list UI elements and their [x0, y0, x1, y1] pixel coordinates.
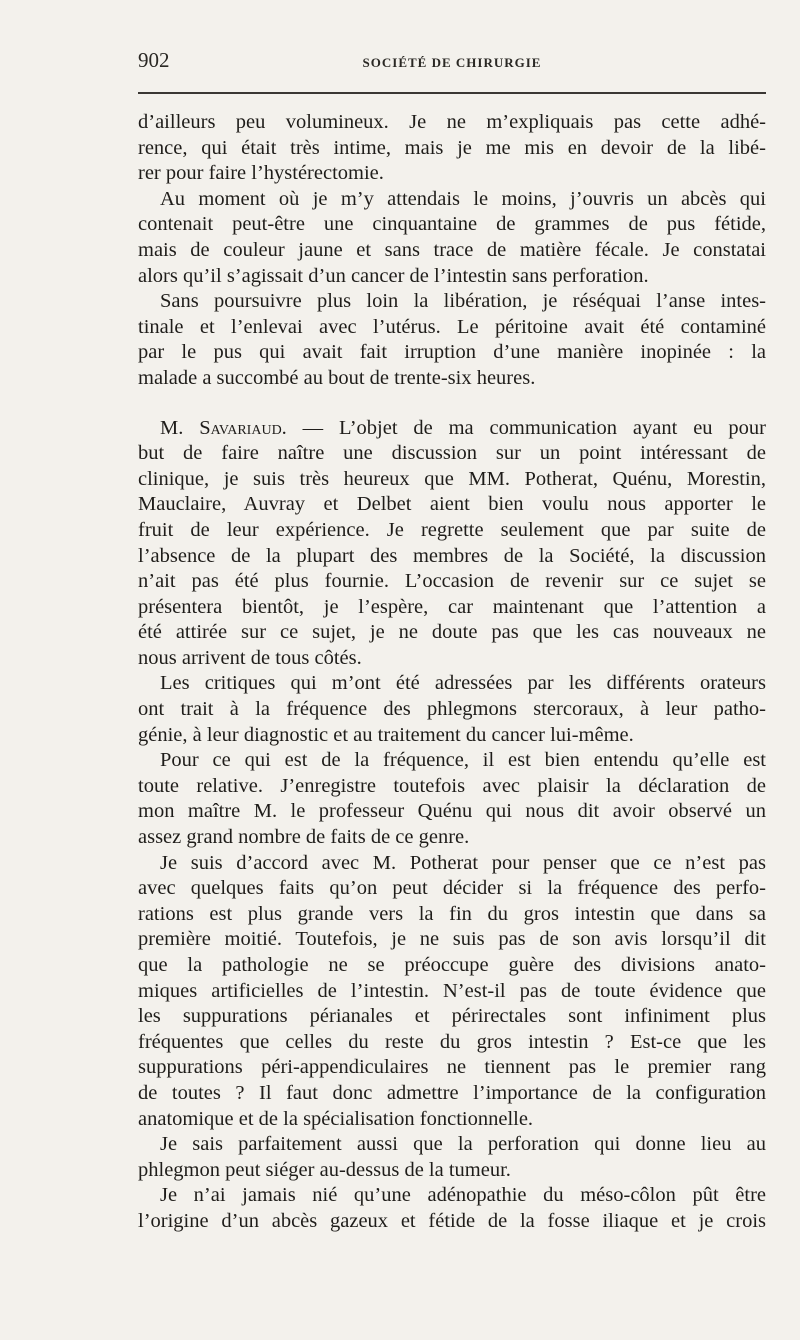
text-line: n’ait pas été plus fournie. L’occasion de revenir sur ce sujet se: [138, 570, 766, 593]
text-line: Sans poursuivre plus loin la libération, je réséquai l’anse intes-: [160, 290, 766, 313]
text-line: nous arrivent de tous côtés.: [138, 646, 362, 669]
text-line: les suppurations périanales et périrectales sont infiniment plus: [138, 1005, 766, 1028]
text-line: mais de couleur jaune et sans trace de matière fécale. Je constatai: [138, 238, 766, 261]
paragraph: [138, 1183, 766, 1234]
text-line: Je n’ai jamais nié qu’une adénopathie du méso-côlon pût être: [160, 1184, 766, 1207]
text-line: phlegmon peut siéger au-dessus de la tumeur.: [138, 1158, 511, 1181]
text-line: génie, à leur diagnostic et au traitement du cancer lui-même.: [138, 723, 634, 746]
text-line: ont trait à la fréquence des phlegmons stercoraux, à leur patho-: [138, 698, 766, 721]
text-line: l’origine d’un abcès gazeux et fétide de la fosse iliaque et je crois: [138, 1209, 766, 1232]
text-line: [138, 416, 766, 442]
text-line: l’absence de la plupart des membres de la Société, la discussion: [138, 544, 766, 567]
text-line: de toutes ? Il faut donc admettre l’importance de la configuration: [138, 1081, 766, 1104]
paragraph: [138, 748, 766, 850]
text-line: anatomique et de la spécialisation fonctionnelle.: [138, 1107, 534, 1130]
text-line: rence, qui était très intime, mais je me mis en devoir de la libé-: [138, 136, 766, 159]
text-line: présentera bientôt, je l’espère, car maintenant que l’attention a: [138, 595, 766, 618]
text-line: malade a succombé au bout de trente-six heures.: [138, 366, 536, 389]
text-line: miques artificielles de l’intestin. N’est-il pas de toute évidence que: [138, 979, 766, 1002]
text-line: rer pour faire l’hystérectomie.: [138, 162, 384, 185]
text-line: Mauclaire, Auvray et Delbet aient bien voulu nous apporter le: [138, 493, 766, 516]
page-number: 902: [138, 48, 170, 72]
text-line: que la pathologie ne se préoccupe guère des divisions anato-: [138, 954, 766, 976]
paragraph: [138, 187, 766, 289]
text-line: assez grand nombre de faits de ce genre.: [138, 826, 470, 849]
text-line: alors qu’il s’agissait d’un cancer de l’intestin sans perforation.: [138, 264, 649, 287]
paragraph: [138, 1132, 766, 1183]
text-line: Les critiques qui m’ont été adressées par les différents orateurs: [160, 672, 766, 695]
text-line: d’ailleurs peu volumineux. Je ne m’expliquais pas cette adhé-: [138, 111, 766, 133]
speaker-line-text: — L’objet de ma communication ayant eu pour: [286, 416, 766, 439]
text-line: clinique, je suis très heureux que MM. Potherat, Quénu, Morestin,: [138, 467, 766, 490]
text-line: Pour ce qui est de la fréquence, il est bien entendu qu’elle est: [160, 749, 766, 772]
paragraph: [138, 416, 766, 672]
text-line: suppurations péri-appendiculaires ne tiennent pas le premier rang: [138, 1056, 766, 1079]
body-text: [138, 110, 766, 1235]
text-line: avec quelques faits qu’on peut décider si la fréquence des perfo-: [138, 877, 766, 900]
text-line: fréquentes que celles du reste du gros intestin ? Est-ce que les: [138, 1030, 766, 1053]
text-line: tinale et l’enlevai avec l’utérus. Le péritoine avait été contaminé: [138, 315, 766, 338]
text-line: Je suis d’accord avec M. Potherat pour penser que ce n’est pas: [160, 851, 766, 874]
paragraph: [138, 289, 766, 391]
speaker-name: M. Savariaud.: [160, 416, 287, 439]
text-line: Au moment où je m’y attendais le moins, j’ouvris un abcès qui: [160, 187, 766, 210]
text-line: été attirée sur ce sujet, je ne doute pas que les cas nouveaux ne: [138, 621, 766, 644]
text-line: but de faire naître une discussion sur un point intéressant de: [138, 442, 766, 465]
text-line: Je sais parfaitement aussi que la perforation qui donne lieu au: [160, 1133, 766, 1156]
paragraph: [138, 671, 766, 748]
header-rule: [138, 92, 766, 94]
text-line: première moitié. Toutefois, je ne suis pas de son avis lorsqu’il dit: [138, 928, 766, 951]
paragraph: [138, 110, 766, 187]
paragraph: [138, 851, 766, 1133]
text-line: contenait peut-être une cinquantaine de grammes de pus fétide,: [138, 213, 766, 236]
section-gap: [138, 392, 766, 416]
running-title: SOCIÉTÉ DE CHIRURGIE: [362, 55, 542, 70]
text-line: rations est plus grande vers la fin du gros intestin que dans sa: [138, 902, 766, 925]
text-line: toute relative. J’enregistre toutefois avec plaisir la déclaration de: [138, 774, 766, 797]
text-line: fruit de leur expérience. Je regrette seulement que par suite de: [138, 518, 766, 541]
text-line: par le pus qui avait fait irruption d’une manière inopinée : la: [138, 341, 766, 364]
page-header: [138, 48, 766, 76]
text-line: mon maître M. le professeur Quénu qui nous dit avoir observé un: [138, 800, 766, 823]
